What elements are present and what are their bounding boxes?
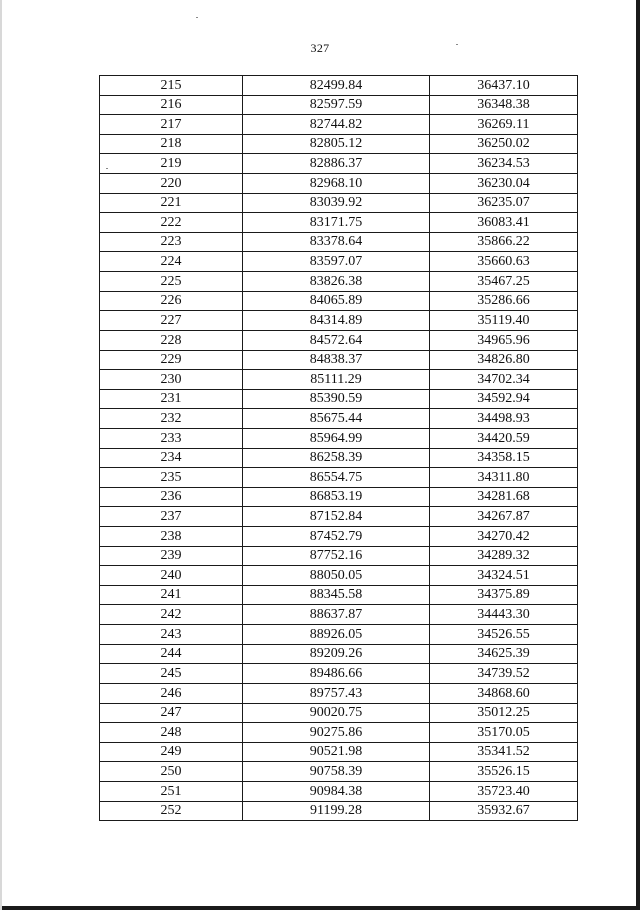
y-coordinate-cell: 36269.11: [430, 115, 578, 135]
x-coordinate-cell: 85675.44: [243, 409, 430, 429]
y-coordinate-cell: 34289.32: [430, 546, 578, 566]
x-coordinate-cell: 86258.39: [243, 448, 430, 468]
point-number-cell: 230: [100, 370, 243, 390]
x-coordinate-cell: 83171.75: [243, 213, 430, 233]
x-coordinate-cell: 84314.89: [243, 311, 430, 331]
y-coordinate-cell: 35866.22: [430, 232, 578, 252]
x-coordinate-cell: 82968.10: [243, 174, 430, 194]
point-number-cell: 236: [100, 487, 243, 507]
point-number-cell: 243: [100, 625, 243, 645]
scan-speck: [196, 17, 198, 18]
table-row: [100, 625, 578, 645]
table-row: [100, 683, 578, 703]
table-row: [100, 487, 578, 507]
table-row: [100, 468, 578, 488]
point-number-cell: 247: [100, 703, 243, 723]
point-number-cell: 232: [100, 409, 243, 429]
table-row: [100, 448, 578, 468]
y-coordinate-cell: 34358.15: [430, 448, 578, 468]
x-coordinate-cell: 88926.05: [243, 625, 430, 645]
table-row: [100, 801, 578, 821]
point-number-cell: 237: [100, 507, 243, 527]
y-coordinate-cell: 34702.34: [430, 370, 578, 390]
point-number-cell: 225: [100, 272, 243, 292]
point-number-cell: 218: [100, 134, 243, 154]
y-coordinate-cell: 34965.96: [430, 330, 578, 350]
x-coordinate-cell: 87752.16: [243, 546, 430, 566]
x-coordinate-cell: 84572.64: [243, 330, 430, 350]
y-coordinate-cell: 34267.87: [430, 507, 578, 527]
table-row: [100, 193, 578, 213]
point-number-cell: 244: [100, 644, 243, 664]
x-coordinate-cell: 85964.99: [243, 428, 430, 448]
y-coordinate-cell: 36250.02: [430, 134, 578, 154]
point-number-cell: 220: [100, 174, 243, 194]
table-row: [100, 527, 578, 547]
x-coordinate-cell: 89209.26: [243, 644, 430, 664]
page-number: 327: [310, 41, 330, 55]
y-coordinate-cell: 34443.30: [430, 605, 578, 625]
point-number-cell: 249: [100, 742, 243, 762]
table-row: [100, 428, 578, 448]
point-number-cell: 238: [100, 527, 243, 547]
table-row: [100, 311, 578, 331]
y-coordinate-cell: 35932.67: [430, 801, 578, 821]
y-coordinate-cell: 35341.52: [430, 742, 578, 762]
table-row: [100, 585, 578, 605]
point-number-cell: 234: [100, 448, 243, 468]
x-coordinate-cell: 89486.66: [243, 664, 430, 684]
point-number-cell: 250: [100, 762, 243, 782]
x-coordinate-cell: 90020.75: [243, 703, 430, 723]
y-coordinate-cell: 35723.40: [430, 781, 578, 801]
point-number-cell: 226: [100, 291, 243, 311]
point-number-cell: 246: [100, 683, 243, 703]
table-row: [100, 507, 578, 527]
x-coordinate-cell: 83378.64: [243, 232, 430, 252]
y-coordinate-cell: 36234.53: [430, 154, 578, 174]
point-number-cell: 222: [100, 213, 243, 233]
table-row: [100, 723, 578, 743]
y-coordinate-cell: 36235.07: [430, 193, 578, 213]
table-row: [100, 232, 578, 252]
x-coordinate-cell: 86853.19: [243, 487, 430, 507]
x-coordinate-cell: 90984.38: [243, 781, 430, 801]
table-row: [100, 350, 578, 370]
y-coordinate-cell: 34868.60: [430, 683, 578, 703]
coordinate-table-body: [100, 76, 578, 821]
y-coordinate-cell: 36348.38: [430, 95, 578, 115]
x-coordinate-cell: 84838.37: [243, 350, 430, 370]
y-coordinate-cell: 34625.39: [430, 644, 578, 664]
y-coordinate-cell: 34375.89: [430, 585, 578, 605]
point-number-cell: 215: [100, 76, 243, 96]
table-row: [100, 605, 578, 625]
point-number-cell: 217: [100, 115, 243, 135]
point-number-cell: 251: [100, 781, 243, 801]
y-coordinate-cell: 35119.40: [430, 311, 578, 331]
x-coordinate-cell: 90758.39: [243, 762, 430, 782]
table-row: [100, 134, 578, 154]
y-coordinate-cell: 35526.15: [430, 762, 578, 782]
table-row: [100, 174, 578, 194]
table-row: [100, 781, 578, 801]
y-coordinate-cell: 34281.68: [430, 487, 578, 507]
coordinate-table: [99, 75, 578, 821]
point-number-cell: 245: [100, 664, 243, 684]
table-row: [100, 566, 578, 586]
table-row: [100, 644, 578, 664]
y-coordinate-cell: 36437.10: [430, 76, 578, 96]
y-coordinate-cell: 34826.80: [430, 350, 578, 370]
point-number-cell: 223: [100, 232, 243, 252]
x-coordinate-cell: 83826.38: [243, 272, 430, 292]
point-number-cell: 231: [100, 389, 243, 409]
x-coordinate-cell: 83039.92: [243, 193, 430, 213]
y-coordinate-cell: 34739.52: [430, 664, 578, 684]
x-coordinate-cell: 88345.58: [243, 585, 430, 605]
point-number-cell: 239: [100, 546, 243, 566]
y-coordinate-cell: 34526.55: [430, 625, 578, 645]
table-row: [100, 76, 578, 96]
table-row: [100, 330, 578, 350]
y-coordinate-cell: 35467.25: [430, 272, 578, 292]
table-row: [100, 213, 578, 233]
x-coordinate-cell: 82886.37: [243, 154, 430, 174]
table-row: [100, 291, 578, 311]
x-coordinate-cell: 82499.84: [243, 76, 430, 96]
y-coordinate-cell: 34311.80: [430, 468, 578, 488]
table-row: [100, 742, 578, 762]
x-coordinate-cell: 88050.05: [243, 566, 430, 586]
y-coordinate-cell: 35170.05: [430, 723, 578, 743]
y-coordinate-cell: 35012.25: [430, 703, 578, 723]
table-row: [100, 154, 578, 174]
table-row: [100, 664, 578, 684]
table-row: [100, 762, 578, 782]
x-coordinate-cell: 90275.86: [243, 723, 430, 743]
point-number-cell: 233: [100, 428, 243, 448]
x-coordinate-cell: 82805.12: [243, 134, 430, 154]
point-number-cell: 219: [100, 154, 243, 174]
point-number-cell: 248: [100, 723, 243, 743]
point-number-cell: 235: [100, 468, 243, 488]
table-row: [100, 252, 578, 272]
table-row: [100, 115, 578, 135]
y-coordinate-cell: 35286.66: [430, 291, 578, 311]
table-row: [100, 370, 578, 390]
point-number-cell: 241: [100, 585, 243, 605]
y-coordinate-cell: 36083.41: [430, 213, 578, 233]
x-coordinate-cell: 85111.29: [243, 370, 430, 390]
x-coordinate-cell: 88637.87: [243, 605, 430, 625]
x-coordinate-cell: 82744.82: [243, 115, 430, 135]
page-left-edge: [0, 0, 2, 910]
y-coordinate-cell: 34270.42: [430, 527, 578, 547]
point-number-cell: 252: [100, 801, 243, 821]
x-coordinate-cell: 87152.84: [243, 507, 430, 527]
point-number-cell: 242: [100, 605, 243, 625]
x-coordinate-cell: 91199.28: [243, 801, 430, 821]
table-row: [100, 703, 578, 723]
table-row: [100, 546, 578, 566]
table-row: [100, 272, 578, 292]
y-coordinate-cell: 34420.59: [430, 428, 578, 448]
table-row: [100, 389, 578, 409]
y-coordinate-cell: 36230.04: [430, 174, 578, 194]
point-number-cell: 221: [100, 193, 243, 213]
point-number-cell: 240: [100, 566, 243, 586]
x-coordinate-cell: 89757.43: [243, 683, 430, 703]
y-coordinate-cell: 34498.93: [430, 409, 578, 429]
x-coordinate-cell: 85390.59: [243, 389, 430, 409]
y-coordinate-cell: 34324.51: [430, 566, 578, 586]
x-coordinate-cell: 90521.98: [243, 742, 430, 762]
point-number-cell: 224: [100, 252, 243, 272]
point-number-cell: 228: [100, 330, 243, 350]
table-row: [100, 409, 578, 429]
point-number-cell: 229: [100, 350, 243, 370]
x-coordinate-cell: 87452.79: [243, 527, 430, 547]
x-coordinate-cell: 83597.07: [243, 252, 430, 272]
y-coordinate-cell: 35660.63: [430, 252, 578, 272]
point-number-cell: 216: [100, 95, 243, 115]
point-number-cell: 227: [100, 311, 243, 331]
x-coordinate-cell: 82597.59: [243, 95, 430, 115]
x-coordinate-cell: 86554.75: [243, 468, 430, 488]
table-row: [100, 95, 578, 115]
y-coordinate-cell: 34592.94: [430, 389, 578, 409]
x-coordinate-cell: 84065.89: [243, 291, 430, 311]
